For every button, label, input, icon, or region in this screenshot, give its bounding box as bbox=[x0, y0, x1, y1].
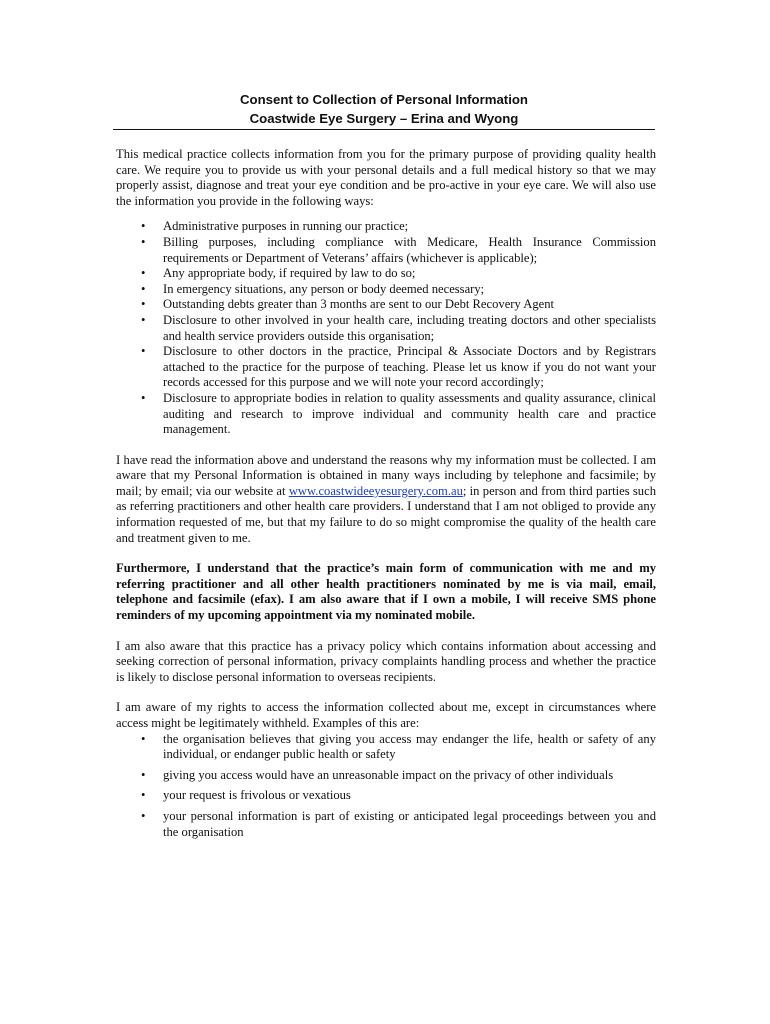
list-item: • your personal information is part of existing or anticipated legal proceedings between you and the organisation bbox=[116, 809, 656, 840]
uses-list bbox=[116, 219, 656, 437]
website-link[interactable]: www.coastwideeyesurgery.com.au bbox=[288, 483, 463, 498]
list-item: • your request is frivolous or vexatious bbox=[116, 788, 656, 804]
title-line-2: Coastwide Eye Surgery – Erina and Wyong bbox=[249, 111, 519, 126]
list-item: • Disclosure to other involved in your health care, including treating doctors and other specialists and health service providers outside this organisation; bbox=[116, 313, 656, 344]
consent-text-end: ; in person and from third parties such as referring practitioners and other health care providers. I understand that I am not obliged to provide any information requested of me, but that my failure to do so might compromise the quality of the health care and treatment given to me. bbox=[116, 483, 656, 545]
title-line-1: Consent to Collection of Personal Information bbox=[240, 92, 528, 107]
consent-paragraph bbox=[116, 453, 656, 547]
list-item: • the organisation believes that giving you access may endanger the life, health or safety of any individual, or endanger public health or safety bbox=[116, 732, 656, 763]
list-item: • giving you access would have an unreasonable impact on the privacy of other individuals bbox=[116, 768, 656, 784]
exceptions-list bbox=[116, 732, 656, 841]
list-item: • Disclosure to other doctors in the practice, Principal & Associate Doctors and by Registrars attached to the practice for the purpose of teaching. Please let us know if you do not want your records accessed for this purpose and we will note your record accordingly; bbox=[116, 344, 656, 391]
list-item: • Disclosure to appropriate bodies in relation to quality assessments and quality assurance, clinical auditing and research to improve individual and community health care and practice management. bbox=[116, 391, 656, 438]
consent-text-start: I have read the information above and understand the reasons why my information must be collected. I am aware that my Personal Information is obtained in many ways including by telephone and facsimile; by mail; by email; via our website at bbox=[116, 452, 656, 498]
intro-paragraph: This medical practice collects information from you for the primary purpose of providing quality health care. We require you to provide us with your personal details and a full medical history so that we may properly assist, diagnose and treat your eye condition and be pro-active in your eye care. We will also use the information you provide in the following ways: bbox=[116, 147, 656, 208]
list-item: • Any appropriate body, if required by law to do so; bbox=[116, 266, 656, 282]
document-heading bbox=[113, 90, 655, 130]
list-item: • Billing purposes, including compliance with Medicare, Health Insurance Commission requirements or Department of Veterans’ affairs (whichever is applicable); bbox=[116, 235, 656, 266]
document-body bbox=[116, 147, 656, 845]
list-item: • Outstanding debts greater than 3 months are sent to our Debt Recovery Agent bbox=[116, 297, 656, 313]
communication-paragraph: Furthermore, I understand that the practice’s main form of communication with me and my referring practitioner and all other health practitioners nominated by me is via mail, email, telephone and facsimile (efax). I am also aware that if I own a mobile, I will receive SMS phone reminders of my upcoming appointment via my nominated mobile. bbox=[116, 561, 656, 623]
list-item: • In emergency situations, any person or body deemed necessary; bbox=[116, 282, 656, 298]
privacy-policy-paragraph: I am also aware that this practice has a privacy policy which contains information about accessing and seeking correction of personal information, privacy complaints handling process and whether the practice is likely to disclose personal information to overseas recipients. bbox=[116, 638, 656, 684]
list-item: • Administrative purposes in running our practice; bbox=[116, 219, 656, 235]
rights-intro-paragraph: I am aware of my rights to access the information collected about me, except in circumstances where access might be legitimately withheld. Examples of this are: bbox=[116, 700, 656, 730]
